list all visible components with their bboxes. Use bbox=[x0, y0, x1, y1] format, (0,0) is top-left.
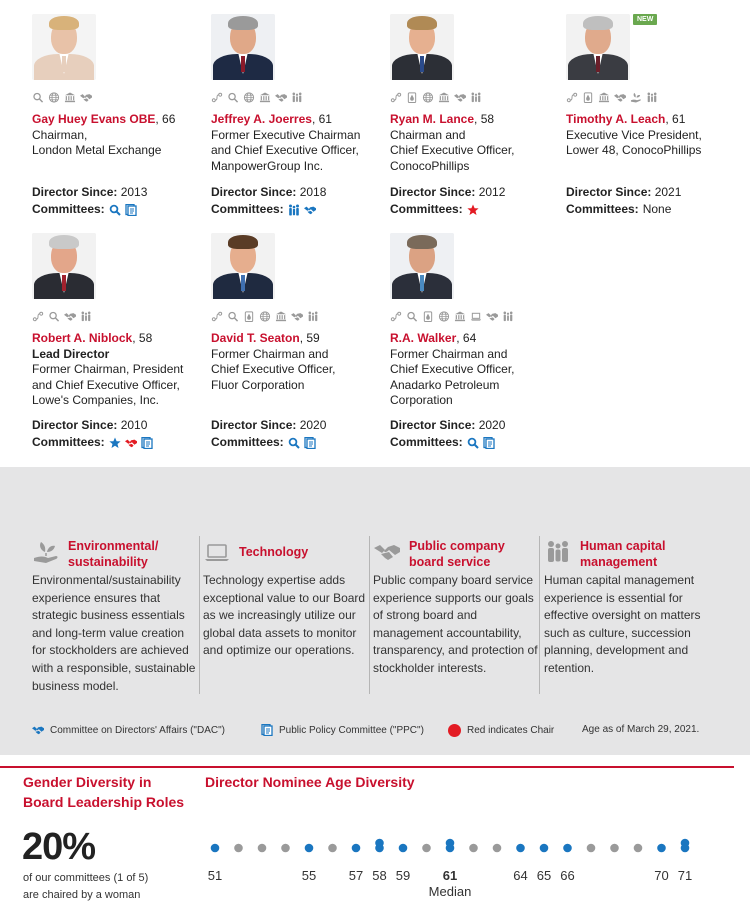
star-icon bbox=[467, 204, 479, 216]
director-age: , 64 bbox=[456, 331, 477, 345]
age-dot bbox=[610, 844, 619, 853]
legend-ppc bbox=[261, 724, 424, 736]
handshake-icon bbox=[291, 311, 303, 322]
search-icon bbox=[32, 92, 44, 103]
age-dot bbox=[211, 844, 220, 853]
age-tick-label: 65 bbox=[536, 868, 552, 883]
document-icon bbox=[304, 437, 316, 449]
people-icon bbox=[502, 311, 514, 322]
document-icon bbox=[125, 204, 137, 216]
age-tick-label: 66 bbox=[560, 868, 575, 883]
globe-icon bbox=[48, 92, 60, 103]
director-title-line: Chief Executive Officer, bbox=[390, 362, 515, 376]
director-committees: Committees: bbox=[390, 202, 479, 218]
age-dot bbox=[493, 844, 502, 853]
search-icon bbox=[227, 92, 239, 103]
director-photo bbox=[211, 14, 275, 80]
director-title-line: Chief Executive Officer, bbox=[390, 143, 515, 157]
red-dot-icon bbox=[448, 724, 461, 737]
skill-body: Human capital management experience is essential for effective oversight on matters such as culture, succession planning, development and retention. bbox=[544, 573, 701, 675]
route-icon bbox=[390, 311, 402, 322]
director-name: David T. Seaton bbox=[211, 331, 300, 345]
age-dot bbox=[469, 844, 478, 853]
laptop-icon bbox=[470, 311, 482, 322]
director-name: Timothy A. Leach bbox=[566, 112, 666, 126]
director-title-line: Executive Vice President, bbox=[566, 127, 702, 142]
globe-icon bbox=[438, 311, 450, 322]
age-dot bbox=[446, 839, 455, 848]
divider bbox=[369, 536, 370, 694]
director-card bbox=[211, 14, 381, 216]
director-title-line: Corporation bbox=[390, 393, 453, 407]
oil-drop-icon bbox=[422, 311, 434, 322]
director-name-line bbox=[211, 112, 381, 128]
people-icon bbox=[544, 538, 572, 566]
director-since: Director Since: 2020 bbox=[390, 418, 506, 432]
globe-icon bbox=[243, 92, 255, 103]
handshake-icon bbox=[125, 437, 137, 449]
skill-title: Public company bbox=[409, 539, 505, 553]
director-age: , 61 bbox=[311, 112, 332, 126]
director-photo bbox=[32, 14, 96, 80]
legend-age-note bbox=[582, 724, 699, 735]
oil-drop-icon bbox=[406, 92, 418, 103]
dac-search-icon bbox=[288, 437, 300, 449]
skill-title: Technology bbox=[239, 545, 309, 559]
director-title-line: ConocoPhillips bbox=[390, 158, 470, 173]
director-title-line: Chief Executive Officer, bbox=[211, 362, 336, 376]
age-dot bbox=[540, 844, 549, 853]
director-title-line: and Chief Executive Officer, bbox=[211, 143, 359, 157]
median-label: Median bbox=[428, 884, 472, 899]
document-icon bbox=[483, 437, 495, 449]
director-name-line bbox=[390, 112, 560, 128]
director-committees: Committees: bbox=[211, 202, 316, 218]
age-tick-label: 55 bbox=[301, 868, 317, 883]
director-card bbox=[390, 14, 560, 216]
director-since: Director Since: 2020 bbox=[211, 418, 327, 432]
gender-percent: 20% bbox=[22, 826, 96, 868]
director-title-line: Former Executive Chairman bbox=[211, 127, 361, 142]
age-tick-label: 57 bbox=[348, 868, 364, 883]
director-name: Gay Huey Evans OBE bbox=[32, 112, 156, 126]
director-committees: Committees: bbox=[211, 435, 316, 451]
director-card bbox=[211, 233, 381, 449]
bank-icon bbox=[438, 92, 450, 103]
handshake-icon bbox=[454, 92, 466, 103]
age-tick-label: 58 bbox=[372, 868, 387, 883]
age-dot bbox=[422, 844, 431, 853]
gender-description: of our committees (1 of 5) are chaired by a woman bbox=[23, 872, 149, 901]
director-photo bbox=[566, 14, 630, 80]
director-since: Director Since: 2021 bbox=[566, 185, 682, 199]
route-icon bbox=[32, 311, 44, 322]
age-dot bbox=[681, 839, 690, 848]
handshake-icon bbox=[64, 311, 76, 322]
director-title-line: Former Chairman and bbox=[211, 346, 329, 361]
skill-body: Technology expertise adds exceptional value to our Board as we increasingly utilize our global data assets to monitor and optimize our operations. bbox=[203, 573, 366, 658]
new-badge: NEW bbox=[633, 14, 657, 25]
director-age: , 59 bbox=[299, 331, 320, 345]
director-title-line: ManpowerGroup Inc. bbox=[211, 158, 324, 173]
legend-label: Red indicates Chair bbox=[467, 725, 555, 736]
age-tick-label: 51 bbox=[207, 868, 223, 883]
age-dot bbox=[305, 844, 314, 853]
skill-icons bbox=[32, 309, 202, 323]
handshake-icon bbox=[373, 538, 401, 566]
legend-label: Committee on Directors' Affairs ("DAC") bbox=[50, 724, 225, 736]
skill-title: board service bbox=[409, 555, 491, 569]
director-age: , 58 bbox=[132, 331, 153, 345]
skill-title: Human capital bbox=[580, 539, 666, 553]
director-committees: Committees: bbox=[390, 435, 495, 451]
skill-icons bbox=[211, 90, 381, 104]
search-icon bbox=[227, 311, 239, 322]
leaf-hand-icon bbox=[630, 92, 642, 103]
age-note: Age as of March 29, 2021. bbox=[582, 724, 700, 735]
age-dot bbox=[258, 844, 267, 853]
director-age: , 58 bbox=[474, 112, 495, 126]
legend-dac bbox=[32, 724, 225, 736]
director-title-line: Chairman and bbox=[390, 127, 466, 142]
lead-director: Lead Director bbox=[32, 346, 110, 361]
age-tick-label: 71 bbox=[677, 868, 693, 883]
director-committees: Committees: None bbox=[566, 202, 672, 216]
age-dot bbox=[328, 844, 337, 853]
director-title-line: Lowe's Companies, Inc. bbox=[32, 393, 160, 407]
skill-title: management bbox=[580, 555, 658, 569]
handshake-icon bbox=[275, 92, 287, 103]
skill-human-capital bbox=[544, 536, 712, 678]
age-dot bbox=[375, 839, 384, 848]
globe-icon bbox=[422, 92, 434, 103]
people-icon bbox=[288, 204, 300, 216]
director-card bbox=[390, 233, 560, 449]
director-name-line bbox=[211, 331, 381, 347]
director-age: , 66 bbox=[155, 112, 176, 126]
people-icon bbox=[307, 311, 319, 322]
route-icon bbox=[390, 92, 402, 103]
director-committees: Committees: bbox=[32, 435, 153, 451]
divider bbox=[539, 536, 540, 694]
director-name-line bbox=[32, 331, 202, 347]
director-name: Ryan M. Lance bbox=[390, 112, 475, 126]
handshake-icon bbox=[486, 311, 498, 322]
director-name: R.A. Walker bbox=[390, 331, 457, 345]
laptop-icon bbox=[203, 538, 231, 566]
skill-technology bbox=[203, 536, 371, 660]
director-title-line: Former Chairman and bbox=[390, 346, 508, 361]
skill-icons bbox=[566, 90, 736, 104]
handshake-icon bbox=[80, 92, 92, 103]
age-dot bbox=[563, 844, 572, 853]
people-icon bbox=[646, 92, 658, 103]
bank-icon bbox=[275, 311, 287, 322]
director-since: Director Since: 2018 bbox=[211, 185, 327, 199]
age-tick-label: 64 bbox=[513, 868, 528, 883]
age-dot bbox=[657, 844, 666, 853]
legend-chair bbox=[448, 724, 554, 737]
director-title-line: Former Chairman, President bbox=[32, 362, 184, 376]
director-age: , 61 bbox=[665, 112, 686, 126]
skill-icons bbox=[390, 309, 560, 323]
director-name-line bbox=[390, 331, 560, 347]
people-icon bbox=[470, 92, 482, 103]
skill-body: Public company board service experience supports our goals of strong board and management accountability, transparency, and protection of stockholder interests. bbox=[373, 573, 538, 675]
oil-drop-icon bbox=[582, 92, 594, 103]
oil-drop-icon bbox=[243, 311, 255, 322]
handshake-icon bbox=[614, 92, 626, 103]
star-icon bbox=[109, 437, 121, 449]
search-icon bbox=[406, 311, 418, 322]
document-icon bbox=[261, 724, 273, 736]
age-dot bbox=[587, 844, 596, 853]
route-icon bbox=[211, 311, 223, 322]
director-committees: Committees: bbox=[32, 202, 137, 218]
director-title-line: London Metal Exchange bbox=[32, 143, 162, 157]
skill-title: Environmental/ bbox=[68, 539, 159, 553]
skill-environmental bbox=[32, 536, 200, 695]
handshake-icon bbox=[32, 724, 44, 736]
section-divider bbox=[0, 766, 734, 768]
age-diversity-chart bbox=[200, 834, 710, 904]
director-title-line: Lower 48, ConocoPhillips bbox=[566, 143, 702, 157]
age-diversity-title: Director Nominee Age Diversity bbox=[205, 774, 415, 790]
director-card bbox=[32, 14, 202, 216]
director-photo bbox=[390, 233, 454, 299]
director-title-line: and Chief Executive Officer, bbox=[32, 377, 180, 392]
skill-title: sustainability bbox=[68, 555, 148, 569]
gender-diversity-title: Gender Diversity in Board Leadership Roles bbox=[23, 774, 185, 810]
director-photo bbox=[32, 233, 96, 299]
director-since: Director Since: 2013 bbox=[32, 185, 148, 199]
age-dot bbox=[634, 844, 643, 853]
director-name: Jeffrey A. Joerres bbox=[211, 112, 312, 126]
age-dot bbox=[352, 844, 361, 853]
skill-body: Environmental/sustainability experience ensures that strategic business essentials and long-term value creation for stockholders are achieved with a responsible, sustainable business model. bbox=[32, 573, 196, 693]
director-since: Director Since: 2012 bbox=[390, 185, 506, 199]
search-icon bbox=[48, 311, 60, 322]
director-title-line: Anadarko Petroleum bbox=[390, 377, 500, 392]
dac-search-icon bbox=[467, 437, 479, 449]
director-name-line bbox=[566, 112, 736, 128]
dac-search-icon bbox=[109, 204, 121, 216]
age-dot bbox=[516, 844, 525, 853]
people-icon bbox=[291, 92, 303, 103]
route-icon bbox=[566, 92, 578, 103]
document-icon bbox=[141, 437, 153, 449]
director-card bbox=[32, 233, 202, 449]
skill-icons bbox=[32, 90, 202, 104]
leaf-hand-icon bbox=[32, 538, 60, 566]
director-name-line bbox=[32, 112, 202, 128]
divider bbox=[199, 536, 200, 694]
globe-icon bbox=[259, 311, 271, 322]
age-dot bbox=[234, 844, 243, 853]
route-icon bbox=[211, 92, 223, 103]
people-icon bbox=[80, 311, 92, 322]
skill-icons bbox=[211, 309, 381, 323]
age-dot bbox=[281, 844, 290, 853]
director-title-line: Chairman, bbox=[32, 127, 88, 142]
handshake-icon bbox=[304, 204, 316, 216]
age-tick-label: 70 bbox=[654, 868, 669, 883]
director-photo bbox=[211, 233, 275, 299]
age-tick-label: 59 bbox=[395, 868, 411, 883]
bank-icon bbox=[259, 92, 271, 103]
bank-icon bbox=[598, 92, 610, 103]
skill-public-board bbox=[373, 536, 541, 678]
bank-icon bbox=[454, 311, 466, 322]
bank-icon bbox=[64, 92, 76, 103]
age-dot bbox=[399, 844, 408, 853]
legend-label: Public Policy Committee ("PPC") bbox=[279, 724, 424, 736]
director-name: Robert A. Niblock bbox=[32, 331, 133, 345]
director-title-line: Fluor Corporation bbox=[211, 377, 305, 392]
director-since: Director Since: 2010 bbox=[32, 418, 148, 432]
director-photo bbox=[390, 14, 454, 80]
age-tick-label: 61 bbox=[442, 868, 458, 883]
director-card bbox=[566, 14, 736, 216]
committees-none: None bbox=[642, 202, 672, 216]
skill-icons bbox=[390, 90, 560, 104]
